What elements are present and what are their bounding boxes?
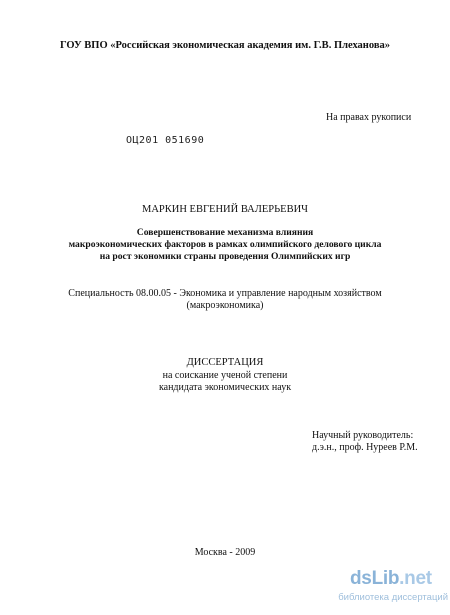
dissertation-title-line: на рост экономики страны проведения Олимпийских игр (99, 251, 351, 262)
manuscript-rights-note: На правах рукописи (326, 112, 412, 123)
author-name: МАРКИН ЕВГЕНИЙ ВАЛЕРЬЕВИЧ (142, 204, 308, 215)
work-type-heading: ДИССЕРТАЦИЯ (186, 357, 264, 368)
dissertation-title-line: макроэкономических факторов в рамках олимпийского делового цикла (68, 239, 382, 250)
watermark-logo-part: .net (399, 568, 432, 589)
advisor-name: д.э.н., проф. Нуреев Р.М. (312, 442, 418, 453)
specialty-line: (макроэкономика) (186, 300, 264, 311)
watermark-logo (350, 568, 432, 590)
watermark-subtitle: библиотека диссертаций (338, 592, 448, 603)
city-year: Москва - 2009 (194, 547, 256, 558)
dslib-watermark (338, 568, 450, 615)
archive-code-stamp: ОЦ201 051690 (126, 135, 205, 146)
degree-line: кандидата экономических наук (158, 382, 292, 393)
specialty-line: Специальность 08.00.05 - Экономика и управление народным хозяйством (68, 288, 382, 299)
advisor-label: Научный руководитель: (312, 430, 414, 441)
watermark-logo-part: dsLib (350, 568, 400, 589)
degree-line: на соискание ученой степени (162, 370, 288, 381)
organization-name: ГОУ ВПО «Российская экономическая академия им. Г.В. Плеханова» (59, 40, 391, 51)
dissertation-title-line: Совершенствование механизма влияния (136, 227, 314, 238)
